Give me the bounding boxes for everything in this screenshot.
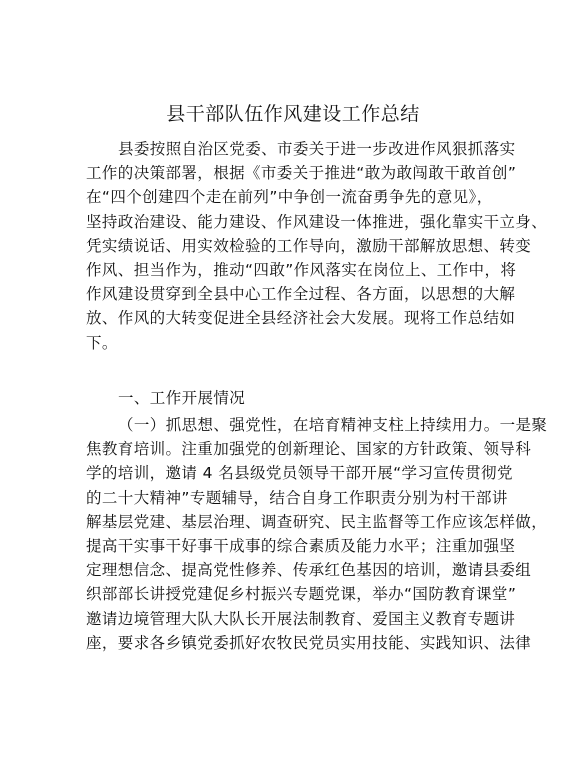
intro-line: 作风建设贯穿到全县中心工作全过程、各方面，以思想的大解 [86, 285, 516, 304]
intro-line: 凭实绩说话、用实效检验的工作导向，激励干部解放思想、转变 [86, 236, 532, 255]
intro-line: 放、作风的大转变促进全县经济社会大发展。现将工作总结如 [86, 309, 516, 328]
section1-line: 织部部长讲授党建促乡村振兴专题党课，举办“国防教育课堂” [86, 585, 517, 604]
intro-line: 工作的决策部署，根据《市委关于推进“敢为敢闯敢干敢首创” [86, 164, 517, 183]
section-heading-text: 一、工作开展情况 [118, 389, 246, 407]
intro-line: 坚持政治建设、能力建设、作风建设一体推进，强化靠实干立身、 [86, 212, 548, 231]
intro-paragraph [86, 137, 548, 355]
section1-line: 焦教育培训。注重加强党的创新理论、国家的方针政策、领导科 [86, 440, 532, 459]
intro-line: 作风、担当作为，推动“四敢”作风落实在岗位上、工作中，将 [86, 261, 517, 280]
section1-line: 解基层党建、基层治理、调查研究、民主监督等工作应该怎样做， [86, 512, 548, 531]
intro-line: 县委按照自治区党委、市委关于进一步改进作风狠抓落实 [118, 140, 516, 158]
section1-line: （一）抓思想、强党性，在培育精神支柱上持续用力。一是聚 [118, 416, 548, 434]
intro-line: 下。 [86, 333, 118, 352]
section-heading [86, 386, 504, 410]
section1-line: 座，要求各乡镇党委抓好农牧民党员实用技能、实践知识、法律 [86, 633, 532, 652]
section1-line: 定理想信念、提高党性修养、传承红色基因的培训，邀请县委组 [86, 561, 532, 580]
section1-line: 邀请边境管理大队大队长开展法制教育、爱国主义教育专题讲 [86, 609, 516, 628]
document-title: 县干部队伍作风建设工作总结 [166, 103, 420, 125]
section1-paragraph [86, 413, 548, 655]
section1-line: 学的培训，邀请 4 名县级党员领导干部开展“学习宣传贯彻党 [86, 464, 513, 483]
section1-line: 的二十大精神”专题辅导，结合自身工作职责分别为村干部讲 [86, 488, 508, 507]
intro-line: 在“四个创建四个走在前列”中争创一流奋勇争先的意见》， [86, 188, 493, 207]
section1-line: 提高干实事干好事干成事的综合素质及能力水平；注重加强坚 [86, 537, 516, 556]
